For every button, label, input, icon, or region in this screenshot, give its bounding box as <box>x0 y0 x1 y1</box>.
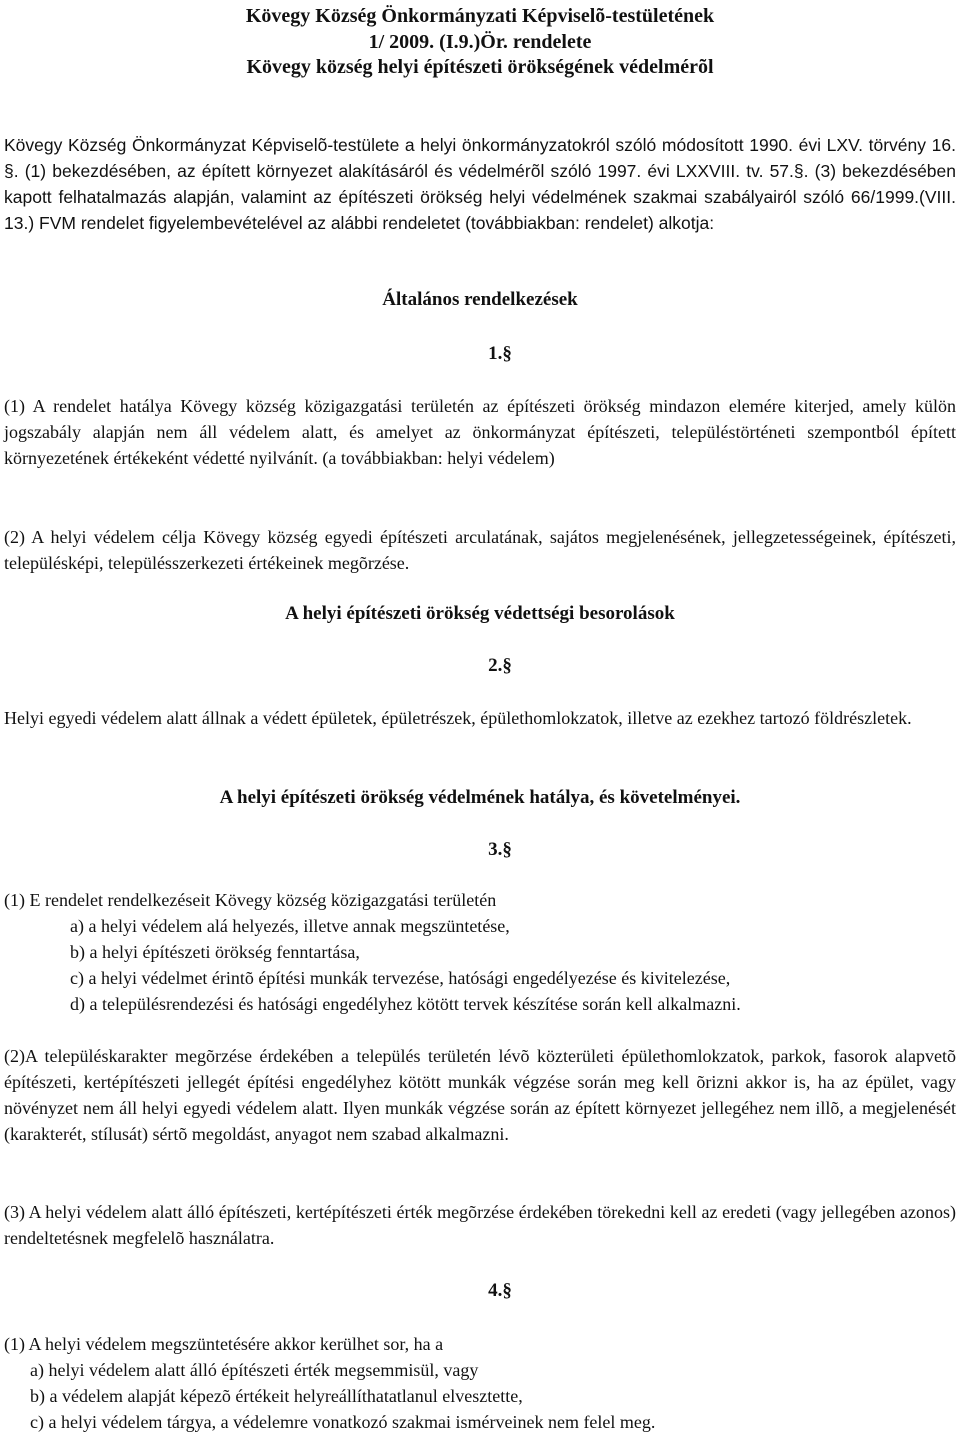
section3-paragraph-3: (3) A helyi védelem alatt álló építészeti, kertépítészeti érték megõrzése érdekében törekedni kell az eredeti (vagy jellegében azonos) rendeltetésnek megfelelõ használatra. <box>4 1202 956 1248</box>
section-heading-scope: A helyi építészeti örökség védelmének hatálya, és követelményei. <box>219 787 741 808</box>
section-heading-classification: A helyi építészeti örökség védettségi besorolások <box>285 603 675 624</box>
paragraph-number-1: 1.§ <box>488 343 512 364</box>
section3-paragraph-2: (2)A településkarakter megõrzése érdekében a település területén lévõ közterületi épülethomlokzatok, parkok, fasorok alapvetõ építészeti, kertépítészeti jellegét építési engedélyhez kötött munkák végzése során meg kell õrizni akkor is, ha az épület, vagy növényzet nem áll helyi egyedi védelem alatt. Ilyen munkák végzése során az épített környezet jellegéhez nem illõ, a megjelenését (karakterét, stílusát) sértõ megoldást, anyagot nem szabad alkalmazni. <box>4 1046 956 1144</box>
header-line-3: Kövegy község helyi építészeti örökségének védelmérõl <box>246 56 714 78</box>
list-item: b) a helyi építészeti örökség fenntartása, <box>70 942 360 962</box>
list-item: c) a helyi védelem tárgya, a védelemre vonatkozó szakmai ismérveinek nem felel meg. <box>30 1412 656 1432</box>
header-line-2: 1/ 2009. (I.9.)Ör. rendelete <box>368 31 592 53</box>
list-item: a) a helyi védelem alá helyezés, illetve annak megszüntetése, <box>70 916 510 936</box>
section4-intro: (1) A helyi védelem megszüntetésére akkor kerülhet sor, ha a <box>4 1334 444 1354</box>
preamble-paragraph: Kövegy Község Önkormányzat Képviselõ-testülete a helyi önkormányzatokról szóló módosított 1990. évi LXV. törvény 16. §. (1) bekezdésében, az épített környezet alakításáról és védelmérõl szóló 1997. évi LXXVIII. tv. 57.§. (3) bekezdésében kapott felhatalmazás alapján, valamint az építészeti örökség helyi védelmének szakmai szabályairól szóló 66/1999.(VIII. 13.) FVM rendelet figyelembevételével az alábbi rendeletet (továbbiakban: rendelet) alkotja: <box>4 135 956 233</box>
paragraph-number-4: 4.§ <box>488 1280 512 1301</box>
header-line-1: Kövegy Község Önkormányzati Képviselõ-testületének <box>245 5 715 27</box>
list-item: b) a védelem alapját képezõ értékeit helyreállíthatatlanul elvesztette, <box>30 1386 523 1406</box>
paragraph-number-3: 3.§ <box>488 839 512 860</box>
list-item: c) a helyi védelmet érintõ építési munkák tervezése, hatósági engedélyezése és kivitelezése, <box>70 968 731 988</box>
list-item: d) a településrendezési és hatósági engedélyhez kötött tervek készítése során kell alkalmazni. <box>70 994 741 1014</box>
section1-paragraph-1: (1) A rendelet hatálya Kövegy község közigazgatási területén az építészeti örökség mindazon elemére kiterjed, amely külön jogszabály alapján nem áll védelem alatt, és amelyet az önkormányzat építészeti, településtörténeti szempontból épített környezetének értékeként védetté nyilvánít. (a továbbiakban: helyi védelem) <box>4 396 956 468</box>
paragraph-number-2: 2.§ <box>488 655 512 676</box>
list-item: a) helyi védelem alatt álló építészeti érték megsemmisül, vagy <box>30 1360 479 1380</box>
section1-paragraph-2: (2) A helyi védelem célja Kövegy község egyedi építészeti arculatának, sajátos megjelenésének, jellegzetességeinek, építészeti, településképi, településszerkezeti értékeinek megõrzése. <box>4 527 956 573</box>
section2-paragraph-1: Helyi egyedi védelem alatt állnak a védett épületek, épületrészek, épülethomlokzatok, illetve az ezekhez tartozó földrészletek. <box>4 708 912 728</box>
section3-intro: (1) E rendelet rendelkezéseit Kövegy község közigazgatási területén <box>4 890 497 910</box>
section-heading-general: Általános rendelkezések <box>382 289 578 310</box>
